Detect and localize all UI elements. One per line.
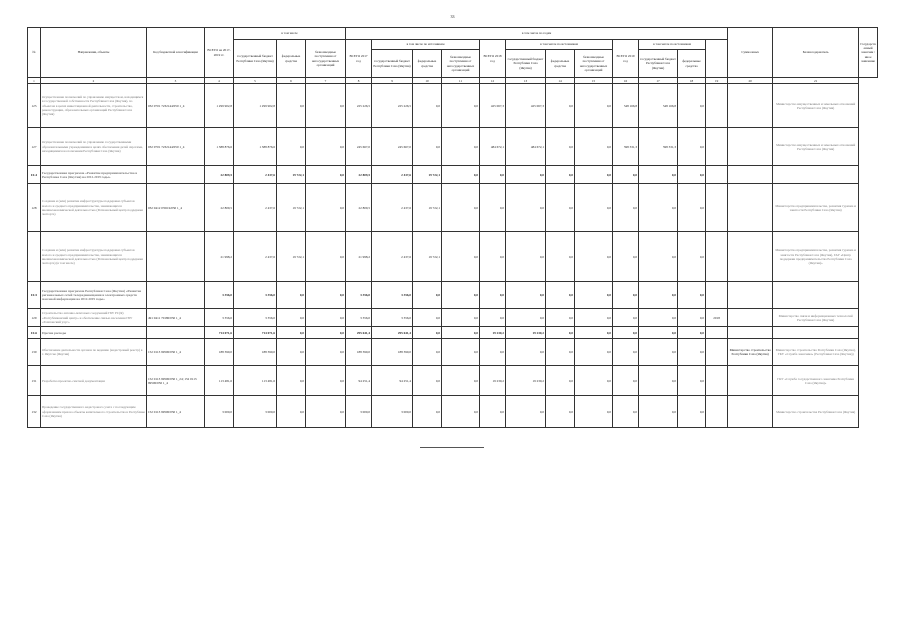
cell-col-13: 0,0 xyxy=(506,282,546,309)
cell-col-15: 0,0 xyxy=(575,309,613,327)
cell-col-13: 0,0 xyxy=(506,184,546,232)
cell-col-1: IX.5 xyxy=(28,282,41,309)
cell-col-8: 295 641,4 xyxy=(346,327,372,339)
column-number: 18 xyxy=(678,78,706,84)
cell-col-6: 0,0 xyxy=(277,327,306,339)
cell-col-16: 0,0 xyxy=(613,232,639,282)
col-header-10: федеральные средства xyxy=(413,50,442,78)
cell-col-18: 0,0 xyxy=(678,366,706,396)
cell-col-1: 129 xyxy=(28,309,41,327)
cell-col-9: 2 437,6 xyxy=(372,166,413,184)
cell-col-16: 0,0 xyxy=(613,396,639,428)
table-row xyxy=(28,232,878,282)
cell-col-16: 0,0 xyxy=(613,184,639,232)
column-number: 8 xyxy=(346,78,372,84)
cell-col-7: 0,0 xyxy=(306,84,346,128)
cell-col-20 xyxy=(728,184,773,232)
cell-col-8: 94 251,4 xyxy=(346,366,372,396)
cell-col-21: Министерство строительства Республики Саха (Якутия) xyxy=(773,396,859,428)
cell-col-17: 0,0 xyxy=(639,366,678,396)
column-number: 15 xyxy=(575,78,613,84)
cell-col-17: 0,0 xyxy=(639,327,678,339)
footer-rule xyxy=(420,447,484,448)
col-header-15: безвозмездные поступления от негосударственных организаций xyxy=(575,50,613,78)
cell-col-15: 0,0 xyxy=(575,327,613,339)
col-header-5: государственный бюджет Республики Саха (Якутия) xyxy=(234,40,277,78)
cell-col-13: 0,0 xyxy=(506,339,546,366)
column-number: 16 xyxy=(613,78,639,84)
cell-col-16: 548 166,8 xyxy=(613,84,639,128)
cell-col-10: 0,0 xyxy=(413,396,442,428)
column-number: 6 xyxy=(277,78,306,84)
cell-col-3 xyxy=(147,327,205,339)
cell-col-11: 0,0 xyxy=(442,309,480,327)
cell-col-10: 19 722,1 xyxy=(413,166,442,184)
cell-col-12: 19 230,2 xyxy=(480,327,506,339)
cell-col-2: Прочие расходы xyxy=(41,327,147,339)
cell-col-18: 0,0 xyxy=(678,166,706,184)
col-header-2: Направления, объекты xyxy=(41,28,147,78)
cell-col-15: 0,0 xyxy=(575,339,613,366)
col-header-1: № xyxy=(28,28,41,78)
cell-col-20 xyxy=(728,366,773,396)
cell-col-1: IX.4 xyxy=(28,166,41,184)
cell-col-4: 3 000,0 xyxy=(205,396,234,428)
cell-col-10: 0,0 xyxy=(413,282,442,309)
cell-col-17: 0,0 xyxy=(639,166,678,184)
cell-col-11: 0,0 xyxy=(442,84,480,128)
column-number: 17 xyxy=(639,78,678,84)
cell-col-21: Министерство предпринимательства, развития туризма и занятости Республики Саха (Якутия) xyxy=(773,184,859,232)
cell-col-17: 0,0 xyxy=(639,396,678,428)
cell-col-11: 0,0 xyxy=(442,327,480,339)
column-number: 4 xyxy=(205,78,234,84)
col-header-14: федеральные средства xyxy=(546,50,575,78)
cell-col-7: 0,0 xyxy=(306,232,346,282)
col-header-6: федеральные средства xyxy=(277,40,306,78)
cell-col-12: 484 672,1 xyxy=(480,128,506,166)
cell-col-17: 548 166,8 xyxy=(639,84,678,128)
column-number: 10 xyxy=(413,78,442,84)
cell-col-14: 0,0 xyxy=(546,339,575,366)
cell-col-16: 0,0 xyxy=(613,327,639,339)
cell-col-18: 0,0 xyxy=(678,396,706,428)
cell-col-10: 19 722,1 xyxy=(413,184,442,232)
cell-col-12: 19 230,2 xyxy=(480,366,506,396)
col-header-3: Код бюджетной классификации xyxy=(147,28,205,78)
cell-col-17: 0,0 xyxy=(639,232,678,282)
cell-col-3 xyxy=(147,232,205,282)
cell-col-3 xyxy=(147,282,205,309)
column-number: 21 xyxy=(773,78,859,84)
column-number: 13 xyxy=(506,78,546,84)
cell-col-4: 113 481,6 xyxy=(205,366,234,396)
investment-table xyxy=(27,27,878,428)
cell-col-10: 19 722,1 xyxy=(413,232,442,282)
cell-col-18: 0,0 xyxy=(678,128,706,166)
col-header-17: государственный бюджет Республики Саха (Якутия) xyxy=(639,50,678,78)
cell-col-2: Проведение государственного кадастрового учета с последующим оформлением прав на объекты капитального строительства в Республике Саха (Якутия) xyxy=(41,396,147,428)
cell-col-14: 0,0 xyxy=(546,327,575,339)
cell-col-3: 152 0113 99500/050 1_4 xyxy=(147,396,205,428)
table-header xyxy=(28,28,878,84)
table-row xyxy=(28,339,878,366)
cell-col-12: 0,0 xyxy=(480,282,506,309)
cell-col-15: 0,0 xyxy=(575,232,613,282)
cell-col-2: Обеспечение деятельности органов по ведению (кадастровый реестр) в г. Якутске (Якутия) xyxy=(41,339,147,366)
cell-col-1: 128 xyxy=(28,184,41,232)
cell-col-13: 19 230,2 xyxy=(506,327,546,339)
page-number: 33 xyxy=(450,14,455,19)
cell-col-18: 0,0 xyxy=(678,84,706,128)
table-body xyxy=(28,84,878,428)
cell-col-15: 0,0 xyxy=(575,184,613,232)
column-number: 14 xyxy=(546,78,575,84)
cell-col-19 xyxy=(706,232,728,282)
sub-header-2018: в том числе по источникам xyxy=(506,40,613,50)
table-row xyxy=(28,84,878,128)
cell-col-19 xyxy=(706,282,728,309)
cell-col-8: 188 390,0 xyxy=(346,339,372,366)
cell-col-1: 125 xyxy=(28,84,41,128)
cell-col-16: 0,0 xyxy=(613,339,639,366)
cell-col-2: Осуществление полномочий по управлению государственными образовательными учреждениями в целях обеспечения детей сиротами, находящимися на попечении Республики Саха (Якутия) xyxy=(41,128,147,166)
sub-header-2019: в том числе по источникам xyxy=(639,40,706,50)
cell-col-18: 0,0 xyxy=(678,282,706,309)
cell-col-6: 0,0 xyxy=(277,309,306,327)
cell-col-17: 0,0 xyxy=(639,184,678,232)
cell-col-10: 0,0 xyxy=(413,339,442,366)
cell-col-20 xyxy=(728,282,773,309)
column-number: 20 xyxy=(728,78,773,84)
cell-col-16: 598 331,3 xyxy=(613,128,639,166)
cell-col-7: 0,0 xyxy=(306,309,346,327)
cell-col-3: 491 0411 70180/050 1_4 xyxy=(147,309,205,327)
cell-col-12: 0,0 xyxy=(480,396,506,428)
cell-col-21 xyxy=(773,282,859,309)
cell-col-18: 0,0 xyxy=(678,232,706,282)
cell-col-9: 2 437,6 xyxy=(372,232,413,282)
cell-col-6: 0,0 xyxy=(277,366,306,396)
cell-col-13: 0,0 xyxy=(506,396,546,428)
cell-col-5: 188 390,0 xyxy=(234,339,277,366)
cell-col-13: 0,0 xyxy=(506,166,546,184)
cell-col-14: 0,0 xyxy=(546,166,575,184)
table-row xyxy=(28,366,878,396)
cell-col-19: 2018 xyxy=(706,309,728,327)
cell-col-18: 0,0 xyxy=(678,327,706,339)
cell-col-18: 0,0 xyxy=(678,184,706,232)
cell-col-7: 0,0 xyxy=(306,184,346,232)
cell-col-12: 0,0 xyxy=(480,309,506,327)
cell-col-15: 0,0 xyxy=(575,166,613,184)
cell-col-8: 3 356,0 xyxy=(346,309,372,327)
cell-col-9: 245 667,0 xyxy=(372,128,413,166)
cell-col-9: 225 226,5 xyxy=(372,84,413,128)
cell-col-20 xyxy=(728,128,773,166)
cell-col-3: 032 0412 0350/4/050 1_4 xyxy=(147,184,205,232)
cell-col-7: 0,0 xyxy=(306,166,346,184)
cell-col-6: 19 722,1 xyxy=(277,166,306,184)
cell-col-5: 1 388 876,6 xyxy=(234,128,277,166)
cell-col-12: 0,0 xyxy=(480,232,506,282)
cell-col-10: 0,0 xyxy=(413,366,442,396)
column-number: 2 xyxy=(41,78,147,84)
cell-col-7: 0,0 xyxy=(306,396,346,428)
cell-col-21 xyxy=(773,166,859,184)
cell-col-2: Создание и (или) развитие инфраструктуры поддержки субъектов малого и среднего предпринимательства, занимающихся внешнеэкономической деятельностью (Региональный центр поддержки экспорта) xyxy=(41,184,147,232)
cell-col-17: 0,0 xyxy=(639,309,678,327)
cell-col-9: 188 390,0 xyxy=(372,339,413,366)
col-header-20: Балансодержатель xyxy=(773,28,859,78)
table-row xyxy=(28,184,878,232)
cell-col-5: 2 437,6 xyxy=(234,232,277,282)
cell-col-20 xyxy=(728,232,773,282)
cell-col-15: 0,0 xyxy=(575,128,613,166)
cell-col-14: 0,0 xyxy=(546,309,575,327)
cell-col-12: 0,0 xyxy=(480,184,506,232)
cell-col-9: 2 437,6 xyxy=(372,184,413,232)
cell-col-6: 0,0 xyxy=(277,339,306,366)
cell-col-13: 484 672,1 xyxy=(506,128,546,166)
table-row xyxy=(28,396,878,428)
cell-col-7: 0,0 xyxy=(306,339,346,366)
cell-col-4: 1 388 876,6 xyxy=(205,128,234,166)
cell-col-14: 0,0 xyxy=(546,232,575,282)
cell-col-6: 19 722,1 xyxy=(277,184,306,232)
cell-col-11: 0,0 xyxy=(442,339,480,366)
cell-col-13: 0,0 xyxy=(506,309,546,327)
cell-col-4: 3 356,0 xyxy=(205,282,234,309)
cell-col-4: 188 390,0 xyxy=(205,339,234,366)
col-header-16: ВСЕГО 2019 год xyxy=(613,40,639,78)
cell-col-8: 225 226,5 xyxy=(346,84,372,128)
cell-col-15: 0,0 xyxy=(575,282,613,309)
cell-col-20 xyxy=(728,396,773,428)
cell-col-2: Создание и (или) развитие инфраструктуры поддержки субъектов малого и среднего предпринимательства, занимающихся внешнеэкономической деятельностью (Региональный центр поддержки экспорта) (в том числе) xyxy=(41,232,147,282)
cell-col-21: Министерство предпринимательства, развития туризма и занятости Республики Саха (Якутия), ГАУ «Центр поддержки предпринимательства Республики Саха (Якутия)» xyxy=(773,232,859,282)
column-number: 9 xyxy=(372,78,413,84)
cell-col-21: ГКУ «Служба государственного заказчика Республики Саха (Якутия)» xyxy=(773,366,859,396)
column-number: 12 xyxy=(480,78,506,84)
column-number: 3 xyxy=(147,78,205,84)
col-header-21: Государственный заказчик / иное заявление xyxy=(859,28,878,78)
cell-col-12: 425 067,3 xyxy=(480,84,506,128)
cell-col-14: 0,0 xyxy=(546,128,575,166)
column-number: 5 xyxy=(234,78,277,84)
cell-col-19 xyxy=(706,339,728,366)
cell-col-1: IX.6 xyxy=(28,327,41,339)
cell-col-11: 0,0 xyxy=(442,366,480,396)
cell-col-16: 0,0 xyxy=(613,309,639,327)
cell-col-6: 0,0 xyxy=(277,396,306,428)
cell-col-7: 0,0 xyxy=(306,128,346,166)
cell-col-8: 22 809,5 xyxy=(346,166,372,184)
cell-col-17: 598 331,3 xyxy=(639,128,678,166)
section-row xyxy=(28,282,878,309)
column-number: 7 xyxy=(306,78,346,84)
cell-col-19 xyxy=(706,166,728,184)
cell-col-12: 0,0 xyxy=(480,166,506,184)
cell-col-9: 3 356,0 xyxy=(372,282,413,309)
cell-col-14: 0,0 xyxy=(546,84,575,128)
cell-col-3: 152 0113 99500/050 1_4 xyxy=(147,339,205,366)
col-header-12: ВСЕГО 2018 год xyxy=(480,40,506,78)
cell-col-2: Государственная программа Республики Саха (Якутия) «Развитие региональных сетей телерадиовещания и электронных средств массовой информации на 2012-2019 годы» xyxy=(41,282,147,309)
cell-col-2: Строительство антенно-мачтовых сооружений ГБУ РС(Я) «Республиканский центр» и обеспечение связью населения ГБУ «Томпонский улус» xyxy=(41,309,147,327)
cell-col-11: 0,0 xyxy=(442,282,480,309)
cell-col-6: 0,0 xyxy=(277,84,306,128)
cell-col-10: 0,0 xyxy=(413,309,442,327)
cell-col-13: 0,0 xyxy=(506,232,546,282)
cell-col-18: 0,0 xyxy=(678,339,706,366)
cell-col-1: 127 xyxy=(28,128,41,166)
cell-col-8: 22 809,5 xyxy=(346,184,372,232)
cell-col-8: 3 000,0 xyxy=(346,396,372,428)
cell-col-11: 0,0 xyxy=(442,396,480,428)
cell-col-16: 0,0 xyxy=(613,166,639,184)
cell-col-2: Разработка проектно-сметной документации xyxy=(41,366,147,396)
cell-col-14: 0,0 xyxy=(546,184,575,232)
sub-header-2017: в том числе по источникам xyxy=(372,40,480,50)
cell-col-1: 130 xyxy=(28,339,41,366)
cell-col-7: 0,0 xyxy=(306,366,346,396)
cell-col-1 xyxy=(28,232,41,282)
cell-col-21: Министерство связи и информационных технологий Республики Саха (Якутия) xyxy=(773,309,859,327)
col-header-18: федеральные средства xyxy=(678,50,706,78)
cell-col-5: 113 481,6 xyxy=(234,366,277,396)
cell-col-10: 0,0 xyxy=(413,128,442,166)
group-header-total: в том числе xyxy=(234,28,346,40)
col-header-8: ВСЕГО 2017 год xyxy=(346,40,372,78)
cell-col-19 xyxy=(706,366,728,396)
cell-col-17: 0,0 xyxy=(639,282,678,309)
col-header-7: безвозмездные поступления от негосударственных организаций xyxy=(306,40,346,78)
cell-col-5: 3 356,0 xyxy=(234,282,277,309)
cell-col-17: 0,0 xyxy=(639,339,678,366)
cell-col-4: 22 809,5 xyxy=(205,166,234,184)
column-number: 19 xyxy=(706,78,728,84)
cell-col-5: 3 356,0 xyxy=(234,309,277,327)
cell-col-19 xyxy=(706,184,728,232)
cell-col-8: 3 356,0 xyxy=(346,282,372,309)
cell-col-15: 0,0 xyxy=(575,366,613,396)
column-number: 11 xyxy=(442,78,480,84)
cell-col-10: 0,0 xyxy=(413,84,442,128)
cell-col-21: Министерство строительства Республики Саха (Якутия), ГКУ «Служба заказчика» (Республики Саха (Якутия)) xyxy=(773,339,859,366)
cell-col-16: 0,0 xyxy=(613,282,639,309)
cell-col-11: 0,0 xyxy=(442,184,480,232)
cell-col-19 xyxy=(706,128,728,166)
cell-col-2: Осуществление полномочий по управлению имуществом, находящимся в государственной собственности Республики Саха (Якутия), по объектам в целях инвестиционной деятельности, строительства, реконструкции, образовательных организаций Республики Саха (Якутия) xyxy=(41,84,147,128)
col-header-11: безвозмездные поступления от негосударственных организаций xyxy=(442,50,480,78)
cell-col-19 xyxy=(706,327,728,339)
cell-col-4: 21 998,2 xyxy=(205,232,234,282)
cell-col-1: 131 xyxy=(28,366,41,396)
cell-col-19 xyxy=(706,84,728,128)
cell-col-2: Государственная программа «Развитие предпринимательства в Республике Саха (Якутия) на 2012-2019 годы» xyxy=(41,166,147,184)
table-row xyxy=(28,309,878,327)
cell-col-3: 152 0113 99500/050 1_24; 152 0113 99500/050 1_4 xyxy=(147,366,205,396)
cell-col-8: 245 667,0 xyxy=(346,128,372,166)
cell-col-5: 3 000,0 xyxy=(234,396,277,428)
cell-col-14: 0,0 xyxy=(546,366,575,396)
cell-col-11: 0,0 xyxy=(442,166,480,184)
cell-col-9: 3 000,0 xyxy=(372,396,413,428)
cell-col-11: 0,0 xyxy=(442,128,480,166)
section-row xyxy=(28,327,878,339)
table-row xyxy=(28,128,878,166)
cell-col-13: 19 230,2 xyxy=(506,366,546,396)
cell-col-19 xyxy=(706,396,728,428)
cell-col-6: 0,0 xyxy=(277,282,306,309)
cell-col-8: 21 998,2 xyxy=(346,232,372,282)
section-row xyxy=(28,166,878,184)
col-header-13: государственный бюджет Республики Саха (Якутия) xyxy=(506,50,546,78)
cell-col-4: 22 809,5 xyxy=(205,184,234,232)
col-header-9: государственный бюджет Республики Саха (Якутия) xyxy=(372,50,413,78)
col-header-4: ВСЕГО на 2017-2019 гг. xyxy=(205,28,234,78)
cell-col-21: Министерство имущественных и земельных отношений Республики Саха (Якутия) xyxy=(773,84,859,128)
cell-col-21: Министерство имущественных и земельных отношений Республики Саха (Якутия) xyxy=(773,128,859,166)
cell-col-11: 0,0 xyxy=(442,232,480,282)
cell-col-21 xyxy=(773,327,859,339)
cell-col-14: 0,0 xyxy=(546,396,575,428)
cell-col-16: 0,0 xyxy=(613,366,639,396)
cell-col-4: 3 356,0 xyxy=(205,309,234,327)
cell-col-9: 94 251,4 xyxy=(372,366,413,396)
cell-col-20 xyxy=(728,166,773,184)
cell-col-7: 0,0 xyxy=(306,282,346,309)
cell-col-5: 2 437,6 xyxy=(234,184,277,232)
cell-col-7: 0,0 xyxy=(306,327,346,339)
cell-col-3: 032 0701 7232144/050 1_4 xyxy=(147,84,205,128)
cell-col-13: 425 067,3 xyxy=(506,84,546,128)
cell-col-3: 032 0701 7232144/050 1_4 xyxy=(147,128,205,166)
cell-col-6: 19 722,1 xyxy=(277,232,306,282)
cell-col-9: 295 641,4 xyxy=(372,327,413,339)
cell-col-20 xyxy=(728,84,773,128)
cell-col-5: 714 071,6 xyxy=(234,327,277,339)
column-number: 1 xyxy=(28,78,41,84)
group-header-by-year: в том числе по годам xyxy=(346,28,728,40)
cell-col-4: 714 071,6 xyxy=(205,327,234,339)
cell-col-20: Министерство строительства Республики Саха (Якутия) xyxy=(728,339,773,366)
cell-col-20 xyxy=(728,309,773,327)
col-header-19: Сумма иных xyxy=(728,28,773,78)
cell-col-20 xyxy=(728,327,773,339)
cell-col-15: 0,0 xyxy=(575,396,613,428)
cell-col-4: 1 299 902,8 xyxy=(205,84,234,128)
cell-col-6: 0,0 xyxy=(277,128,306,166)
cell-col-1: 132 xyxy=(28,396,41,428)
cell-col-10: 0,0 xyxy=(413,327,442,339)
cell-col-3 xyxy=(147,166,205,184)
cell-col-18: 0,0 xyxy=(678,309,706,327)
cell-col-12: 0,0 xyxy=(480,339,506,366)
cell-col-9: 3 356,0 xyxy=(372,309,413,327)
cell-col-15: 0,0 xyxy=(575,84,613,128)
cell-col-5: 1 299 902,8 xyxy=(234,84,277,128)
cell-col-14: 0,0 xyxy=(546,282,575,309)
cell-col-5: 2 437,6 xyxy=(234,166,277,184)
